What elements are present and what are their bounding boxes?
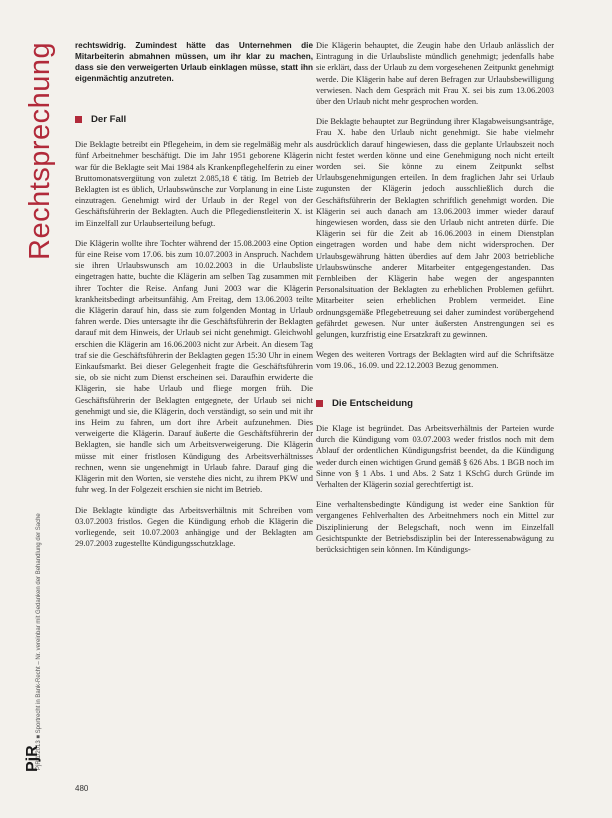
- body-paragraph: Die Klägerin behauptet, die Zeugin habe den Urlaub anlässlich der Eintragung in die Urlaubsliste mündlich genehmigt; jedenfalls habe sie erklärt, dass der Urlaub zu dem vorgesehenen Zeitpunkt genehmigt werde. Die Klägerin habe auf deren Befragen zur Urlaubsbewilligung verwiesen. Nach dem Gespräch mit Frau X. sei bis zum 13.06.2003 über den Urlaub nicht mehr gesprochen worden.: [316, 41, 554, 107]
- body-paragraph: Die Beklagte betreibt ein Pflegeheim, in dem sie regelmäßig mehr als fünf Arbeitnehmer beschäftigt. Die im Jahr 1951 geborene Klägerin war für die Beklagte seit Mai 1984 als Krankenpflegehelferin zu einer Bruttomonatsvergütung von zuletzt 2.085,18 € tätig. Im Betrieb der Beklagten ist es üblich, Urlaubswünsche zur Vorplanung in eine Liste einzutragen. Genehmigt wird der Urlaub in der Regel von der Geschäftsführerin der Beklagten. Auch die Pflegedienstleiterin X. ist im Einzelfall zur Urlaubserteilung befugt.: [75, 140, 313, 228]
- heading-square-icon: [75, 116, 82, 123]
- body-paragraph: Die Beklagte kündigte das Arbeitsverhältnis mit Schreiben vom 03.07.2003 fristlos. Gegen die Kündigung erhob die Klägerin die vorliegende, seit 10.07.2003 anhängige und der Beklagten am 29.07.2003 zugestellte Kündigungsschutzklage.: [75, 505, 313, 549]
- body-paragraph: Wegen des weiteren Vortrags der Beklagten wird auf die Schriftsätze vom 19.06., 16.09. und 22.12.2003 Bezug genommen.: [316, 350, 554, 371]
- journal-logo-text: PjR: [24, 745, 41, 772]
- right-column: [316, 40, 554, 564]
- body-paragraph: Die Klage ist begründet. Das Arbeitsverhältnis der Parteien wurde durch die Kündigung vom 03.07.2003 weder fristlos noch mit dem Ablauf der ordentlichen Kündigungsfrist beendet, da die Kündigung weder durch einen wichtigen Grund gemäß § 626 Abs. 1 BGB noch im Sinne von § 1 Abs. 1 und Abs. 2 Satz 1 KSchG durch Gründe im Verhalten der Klägerin sozial gerechtfertigt ist.: [316, 423, 554, 489]
- left-column: [75, 40, 313, 558]
- section-title: [22, 20, 62, 260]
- heading-die-entscheidung: [316, 398, 554, 409]
- heading-square-icon: [316, 400, 323, 407]
- body-paragraph: Die Klägerin wollte ihre Tochter während der 15.08.2003 eine Option für eine Reise vom 17.06. bis zum 10.07.2003 in Anspruch. Nachdem sie ihren Urlaubswunsch am 10.02.2003 in die Urlaubsliste eingetragen hatte, buchte die Klägerin am selben Tag zusammen mit ihrer Tochter die Reise. Anfang Juni 2003 war die Klägerin krankheitsbedingt arbeitsunfähig. Am Freitag, dem 13.06.2003 teilte die Klägerin darauf hin, dass sie zum folgenden Montag in Urlaub fahren werde. Dies untersagte ihr die Geschäftsführerin der Beklagten darauf mit dem Hinweis, der Urlaub sei nicht genehmigt. Gleichwohl erschien die Klägerin am 16.06.2003 nicht zur Arbeit. An diesem Tag traf sie die Geschäftsführerin der Beklagten gegen 15:30 Uhr in einem Einkaufsmarkt. Bei dieser Gelegenheit fragte die Geschäftsführerin sie, ob sie nicht zum Dienst erscheinen sei. Daraufhin erwiderte die Klägerin, sie habe Urlaub und fliege morgen früh. Die Geschäftsführerin der Beklagten entgegnete, der Urlaub sei nicht genehmigt und sie, die Klägerin, doch verständigt, so sein und mit ihr ins Heim zu fahren, um dort ihre Arbeit aufzunehmen. Dies verweigerte die Klägerin. Darauf äußerte die Geschäftsführerin der Beklagten, sie handle sich um Arbeitsverweigerung. Die Klägerin müsse mit einer fristlosen Kündigung des Arbeitsverhältnisses rechnen, wenn sie ungenehmigt in Urlaub fahre. Darauf ging die Klägerin mit den Worten, sie verstehe dies nicht, zu ihrem PKW und fuhr weg. In der Folgezeit erschien sie nicht im Betrieb.: [75, 238, 313, 495]
- body-paragraph: Eine verhaltensbedingte Kündigung ist weder eine Sanktion für vergangenes Fehlverhalten des Arbeitnehmers noch ein Mittel zur Disziplinierung der Belegschaft, noch wenn im Einzelfall Gesichtspunkte der Betriebsdisziplin bei der Interessenabwägung zu berücksichtigen sein können. Im Kündigungs-: [316, 500, 554, 554]
- heading-text: Der Fall: [91, 114, 127, 125]
- body-paragraph: Die Beklagte behauptet zur Begründung ihrer Klagabweisungsanträge, Frau X. habe den Urlaub nicht genehmigt. Sie habe vielmehr ausdrücklich darauf hingewiesen, dass die geplante Urlaubszeit noch nicht festet werden könne und eine Genehmigung noch nicht erteilt worden sei. Sie könne zu einem Zeitpunkt selbst Urlaubsgenehmigungen erteilen. In dem fraglichen Jahr sei Urlaub zugunsten der Klägerin jedoch ausschließlich durch die Geschäftsführerin der Beklagten schriftlich genehmigt worden. Die Klägerin sei auch danach am 13.06.2003 immer wieder darauf hingewiesen worden, dass sie den Urlaub nicht antreten dürfe. Die Klägerin sei für die Zeit ab 16.06.2003 in einem Dienstplan eingetragen worden und habe dem nicht widersprochen. Der Urlaubsgewährung hätten überdies auf dem Jahr 2003 betriebliche Urlaubswünsche anderer Mitarbeiter entgegengestanden. Das Fernbleiben der Klägerin habe wegen der angespannten Personalsituation der Beklagten zu erheblichen Problemen geführt. Mitarbeiter seien erheblichen Problem vermeidet. Eine ordnungsgemäße Pflegebetreuung sei daher zumindest vorübergehend gefährdet gewesen. Nur unter äußersten Anstrengungen sei es gelungen, kurzfristig eine Ersatzkraft zu gewinnen.: [316, 117, 554, 340]
- page-number: 480: [75, 784, 89, 793]
- journal-logo: [24, 745, 42, 774]
- heading-der-fall: [75, 114, 313, 125]
- side-note: [26, 415, 40, 775]
- side-note-text: PjR 1/2013 ■ Sportrecht in Bank-Recht – Nr. vereinbar mit Gedanken der Behandlung der Sache: [36, 513, 42, 770]
- heading-text: Die Entscheidung: [332, 397, 414, 409]
- section-title-text: Rechtsprechung: [24, 41, 56, 260]
- intro-paragraph: rechtswidrig. Zumindest hätte das Unternehmen die Mitarbeiterin abmahnen müssen, um ihr klar zu machen, dass sie den verweigerten Urlaub einklagen müsse, statt ihn eigenmächtig anzutreten.: [75, 41, 313, 83]
